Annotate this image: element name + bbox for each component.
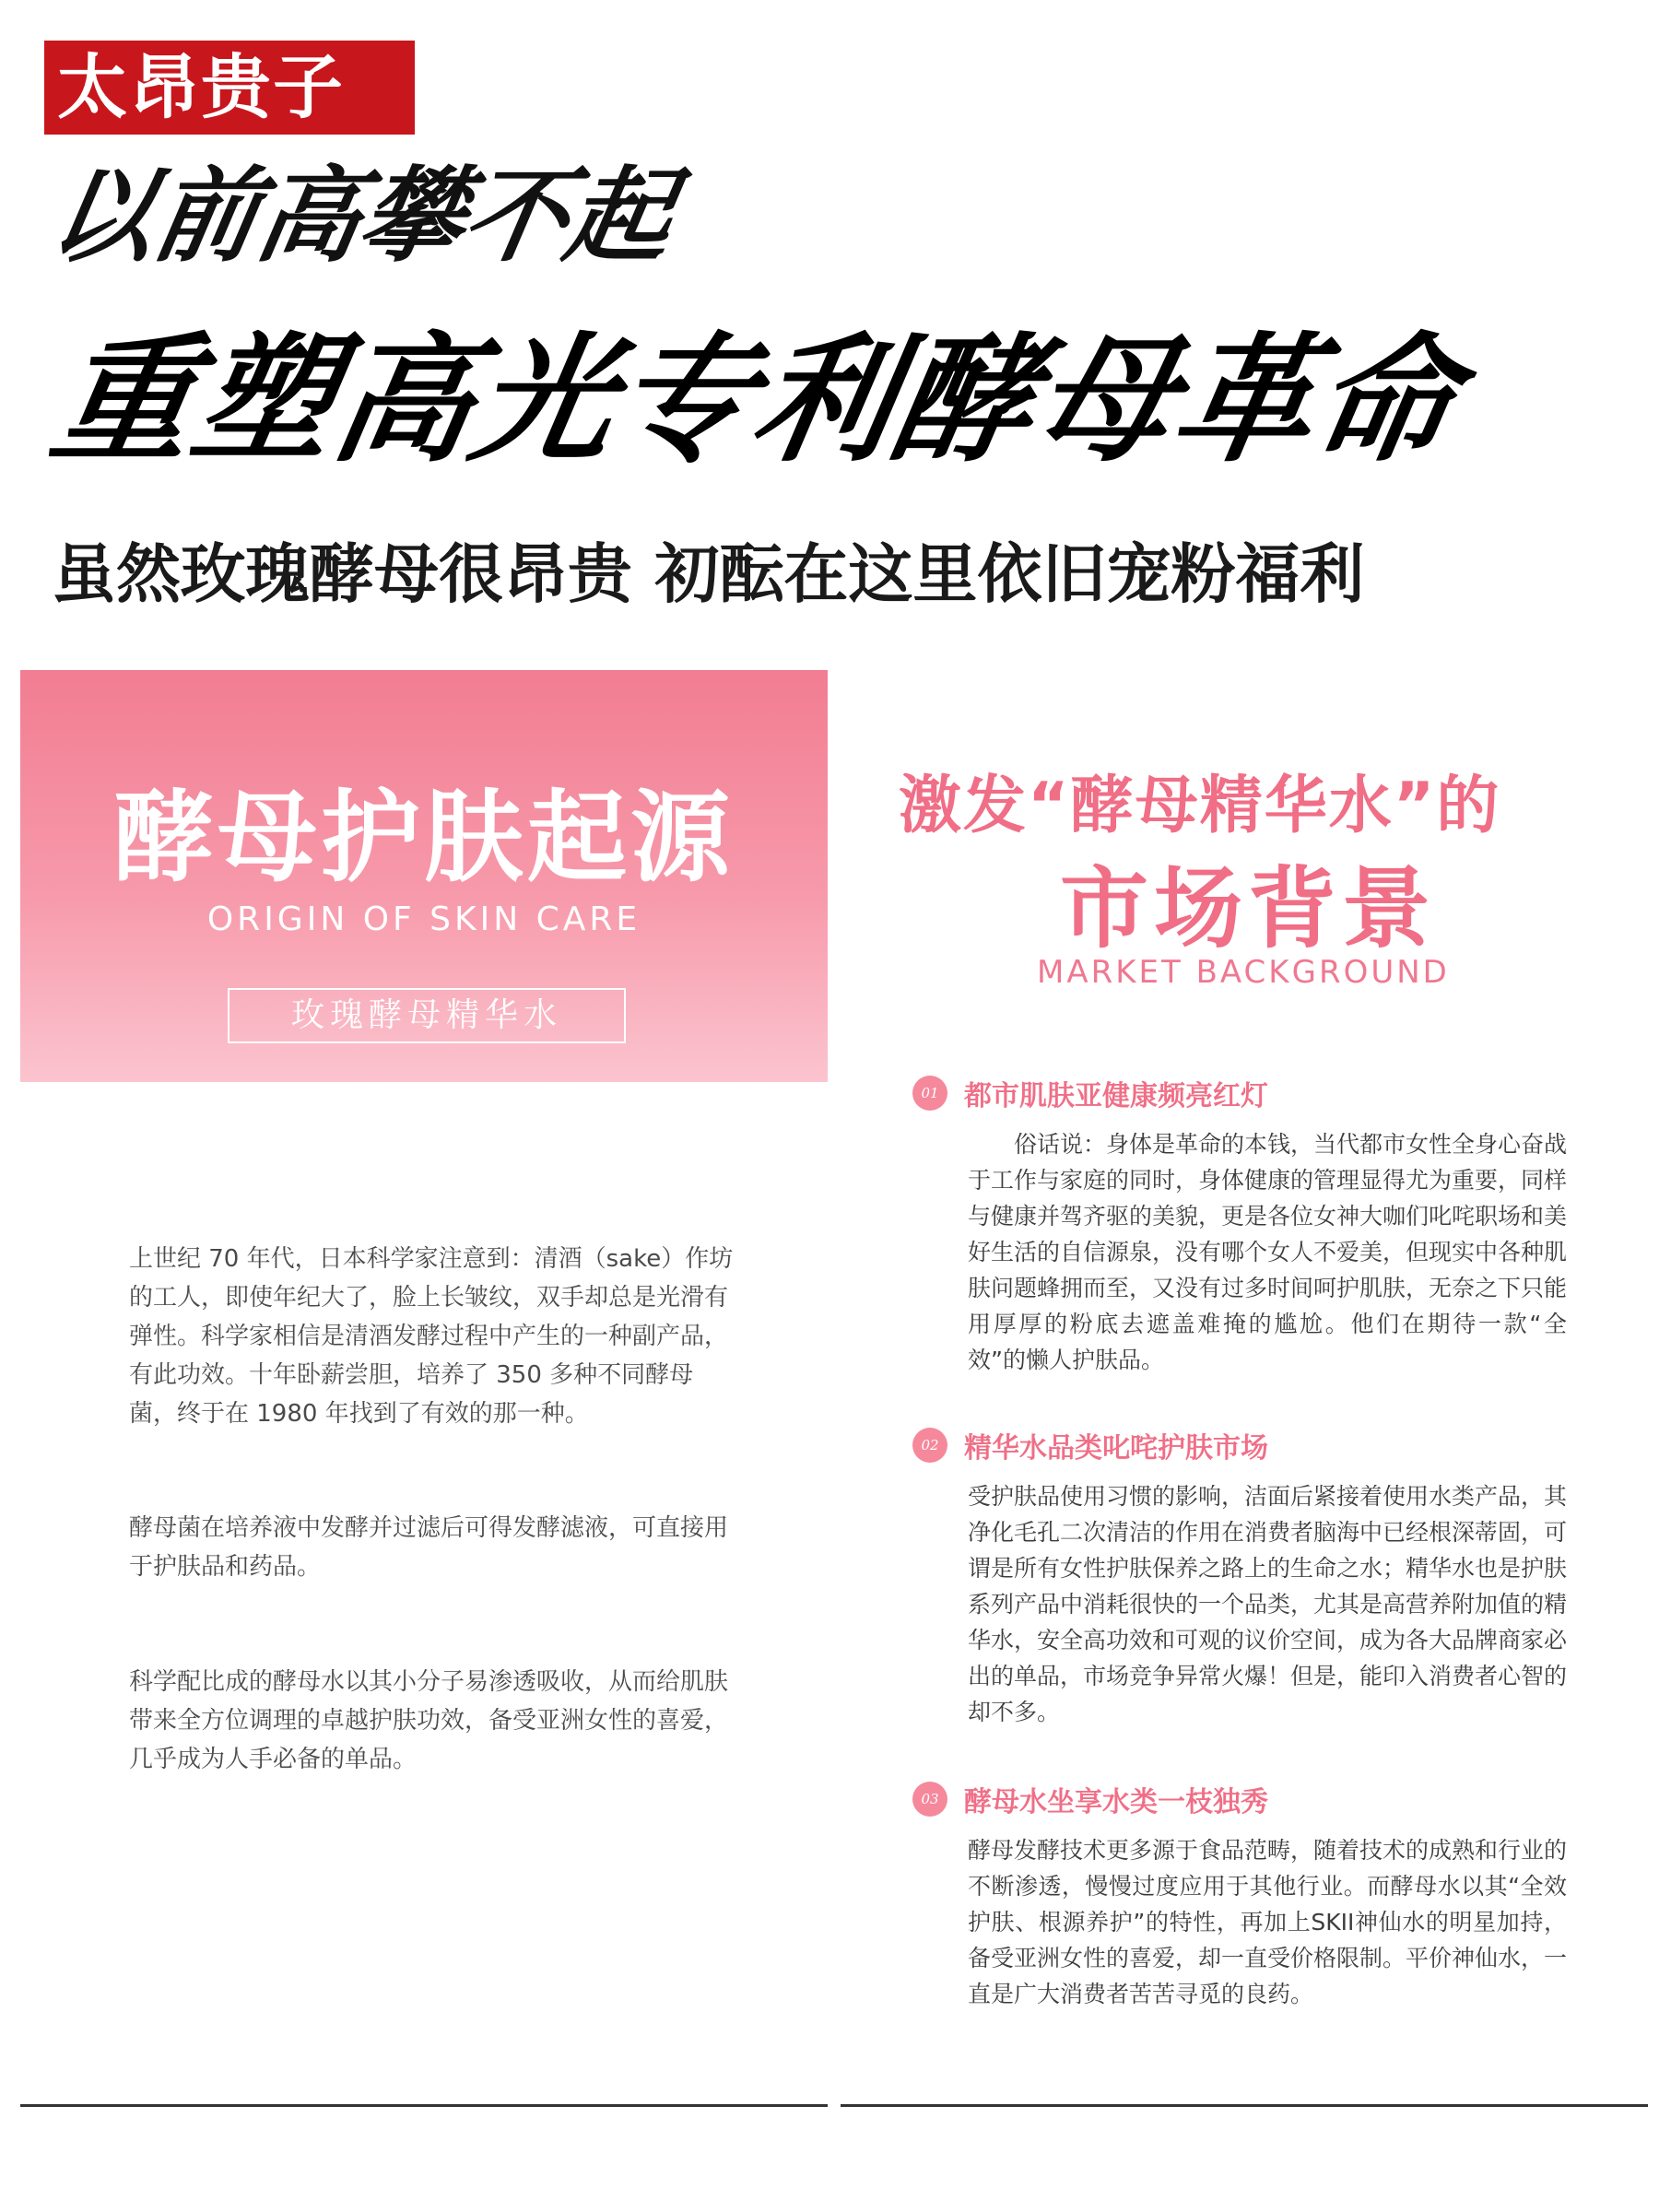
bottom-divider-right [841, 2104, 1648, 2107]
section-heading-3 [912, 1779, 1268, 1819]
section-body-2: 受护肤品使用习惯的影响，洁面后紧接着使用水类产品，其净化毛孔二次清洁的作用在消费者脑海中已经根深蒂固，可谓是所有女性护肤保养之路上的生命之水；精华水也是护肤系列产品中消耗很快的一个品类，尤其是高营养附加值的精华水，安全高功效和可观的议价空间，成为各大品牌商家必出的单品，市场竞争异常火爆！但是，能印入消费者心智的却不多。 [968, 1483, 1568, 1725]
section-title: 酵母水坐享水类一枝独秀 [964, 1786, 1268, 1818]
market-title-line2: 市场背景 [1060, 857, 1436, 960]
origin-banner [20, 670, 828, 1082]
section-title: 精华水品类叱咤护肤市场 [964, 1432, 1268, 1465]
headline-subtitle: 虽然玫瑰酵母很昂贵 初酝在这里依旧宠粉福利 [52, 536, 1365, 612]
origin-banner-subtitle: ORIGIN OF SKIN CARE [206, 900, 641, 938]
origin-banner-label: 玫瑰酵母精华水 [228, 988, 626, 1043]
headline-main: 重塑高光专利酵母革命 [41, 321, 1471, 481]
section-body-3: 酵母发酵技术更多源于食品范畴，随着技术的成熟和行业的不断渗透，慢慢过度应用于其他行业。而酵母水以其“全效护肤、根源养护”的特性，再加上SKII神仙水的明星加持，备受亚洲女性的喜爱，却一直受价格限制。平价神仙水，一直是广大消费者苦苦寻觅的良药。 [968, 1837, 1568, 2007]
section-heading-1 [912, 1073, 1268, 1113]
section-title: 都市肌肤亚健康频亮红灯 [964, 1080, 1268, 1112]
section-body-1: 俗话说：身体是革命的本钱，当代都市女性全身心奋战于工作与家庭的同时，身体健康的管理显得尤为重要，同样与健康并驾齐驱的美貌，更是各位女神大咖们叱咤职场和美好生活的自信源泉，没有哪个女人不爱美，但现实中各种肌肤问题蜂拥而至，又没有过多时间呵护肌肤，无奈之下只能用厚厚的粉底去遮盖难掩的尴尬。他们在期待一款“全效”的懒人护肤品。 [968, 1131, 1568, 1373]
market-subtitle: MARKET BACKGROUND [1037, 954, 1450, 991]
section-number-badge: 02 [912, 1428, 947, 1463]
section-heading-2 [912, 1425, 1268, 1465]
section-number-badge: 01 [912, 1076, 947, 1111]
origin-paragraph-3: 科学配比成的酵母水以其小分子易渗透吸收，从而给肌肤带来全方位调理的卓越护肤功效，备受亚洲女性的喜爱，几乎成为人手必备的单品。 [129, 1668, 729, 1773]
origin-paragraph-1: 上世纪 70 年代，日本科学家注意到：清酒（sake）作坊的工人，即使年纪大了，脸上长皱纹，双手却总是光滑有弹性。科学家相信是清酒发酵过程中产生的一种副产品，有此功效。十年卧薪尝胆，培养了 350 多种不同酵母菌，终于在 1980 年找到了有效的那一种。 [129, 1245, 734, 1428]
brand-tag: 太昂贵子 [44, 41, 415, 135]
bottom-divider-left [20, 2104, 828, 2107]
origin-paragraph-2: 酵母菌在培养液中发酵并过滤后可得发酵滤液，可直接用于护肤品和药品。 [129, 1514, 729, 1581]
origin-banner-title: 酵母护肤起源 [113, 781, 734, 896]
market-title-line1: 激发“酵母精华水”的 [899, 770, 1501, 842]
headline-primary: 以前高攀不起 [41, 157, 682, 276]
section-number-badge: 03 [912, 1782, 947, 1817]
